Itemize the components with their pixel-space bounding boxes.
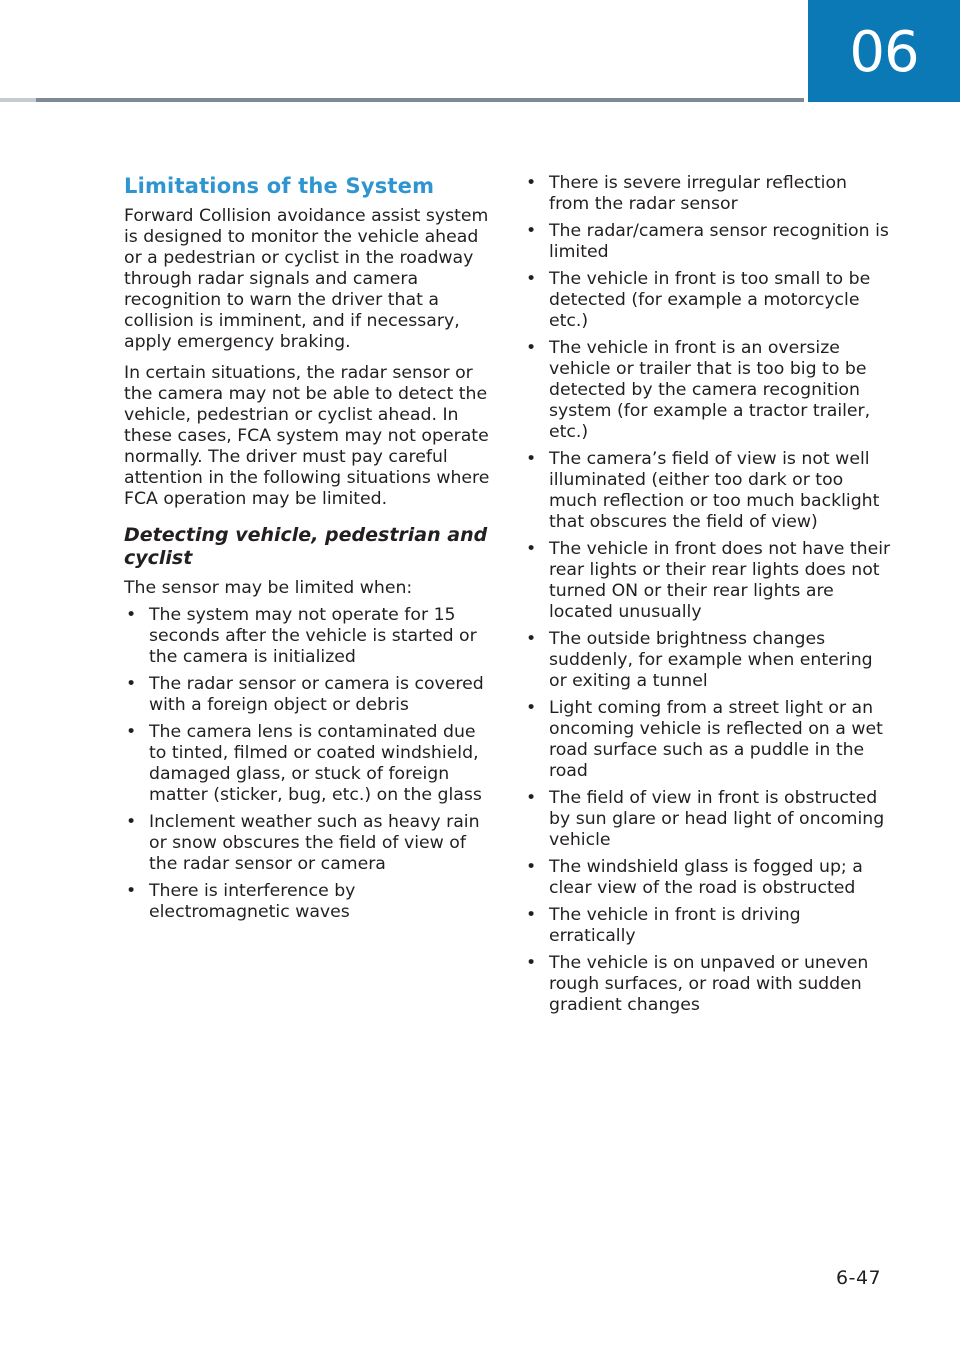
list-item	[524, 449, 892, 533]
list-item	[124, 881, 490, 923]
list-item-text: The camera lens is contaminated due to tinted, filmed or coated windshield, damaged glass, or stuck of foreign matter (sticker, bug, etc.) on the glass	[149, 722, 482, 805]
right-bullet-list	[524, 173, 892, 1016]
bullet-icon: •	[526, 698, 537, 718]
list-item	[124, 812, 490, 875]
page-number: 6-47	[836, 1267, 882, 1289]
bullet-icon: •	[526, 629, 537, 649]
list-item	[524, 629, 892, 692]
bullet-icon: •	[526, 449, 537, 469]
lead-text: The sensor may be limited when:	[124, 578, 413, 598]
bullet-icon: •	[526, 857, 537, 877]
section-title: Limitations of the System	[124, 174, 435, 198]
bullet-icon: •	[526, 221, 537, 241]
list-item-text: The field of view in front is obstructed by sun glare or head light of oncoming vehicle	[549, 788, 885, 850]
left-bullet-list	[124, 605, 490, 923]
list-item	[524, 173, 892, 215]
bullet-icon: •	[526, 338, 537, 358]
header-rule	[36, 98, 804, 102]
bullet-icon: •	[526, 788, 537, 808]
list-item	[124, 605, 490, 668]
bullet-icon: •	[526, 905, 537, 925]
right-column	[524, 173, 892, 1022]
chapter-tab: 06	[808, 0, 960, 102]
bullet-icon: •	[526, 953, 537, 973]
list-item-text: The vehicle in front is driving erratically	[549, 905, 801, 946]
list-item	[524, 221, 892, 263]
list-item	[524, 338, 892, 443]
bullet-icon: •	[126, 722, 137, 742]
list-item-text: Inclement weather such as heavy rain or snow obscures the field of view of the radar sensor or camera	[149, 812, 480, 874]
list-item	[524, 788, 892, 851]
bullet-icon: •	[126, 881, 137, 901]
list-item-text: The system may not operate for 15 seconds after the vehicle is started or the camera is initialized	[149, 605, 477, 667]
list-item	[524, 539, 892, 623]
list-item-text: The windshield glass is fogged up; a clear view of the road is obstructed	[549, 857, 863, 898]
list-item-text: The vehicle in front is too small to be detected (for example a motorcycle etc.)	[549, 269, 871, 331]
intro-paragraph: Forward Collision avoidance assist system is designed to monitor the vehicle ahead or a pedestrian or cyclist in the roadway through radar signals and camera recognition to warn the driver that a collision is imminent, and if necessary, apply emergency braking.	[124, 206, 489, 352]
list-item-text: The vehicle in front is an oversize vehicle or trailer that is too big to be detected by the camera recognition system (for example a tractor trailer, etc.)	[549, 338, 871, 442]
list-item-text: The radar/camera sensor recognition is limited	[549, 221, 889, 262]
list-item-text: The vehicle is on unpaved or uneven rough surfaces, or road with sudden gradient changes	[549, 953, 869, 1015]
subsection-title: Detecting vehicle, pedestrian and cyclist	[124, 524, 488, 569]
list-item-text: The outside brightness changes suddenly, for example when entering or exiting a tunnel	[549, 629, 873, 691]
bullet-icon: •	[526, 539, 537, 559]
list-item-text: Light coming from a street light or an oncoming vehicle is reflected on a wet road surface such as a puddle in the road	[549, 698, 883, 781]
list-item-text: The vehicle in front does not have their rear lights or their rear lights does not turned ON or their rear lights are located unusually	[549, 539, 891, 622]
list-item-text: The radar sensor or camera is covered with a foreign object or debris	[149, 674, 484, 715]
list-item	[524, 905, 892, 947]
bullet-icon: •	[526, 269, 537, 289]
list-item-text: There is interference by electromagnetic waves	[149, 881, 356, 922]
list-item	[524, 953, 892, 1016]
list-item	[524, 857, 892, 899]
bullet-icon: •	[126, 812, 137, 832]
left-column	[124, 170, 490, 929]
list-item	[524, 698, 892, 782]
bullet-icon: •	[126, 605, 137, 625]
list-item-text: There is severe irregular reflection from the radar sensor	[549, 173, 847, 214]
list-item	[124, 674, 490, 716]
bullet-icon: •	[526, 173, 537, 193]
limitation-paragraph: In certain situations, the radar sensor or the camera may not be able to detect the vehicle, pedestrian or cyclist ahead. In these cases, FCA system may not operate normally. The driver must pay careful attention in the following situations where FCA operation may be limited.	[124, 363, 490, 509]
list-item-text: The camera’s field of view is not well illuminated (either too dark or too much reflection or too much backlight that obscures the field of view)	[549, 449, 880, 532]
bullet-icon: •	[126, 674, 137, 694]
list-item	[524, 269, 892, 332]
list-item	[124, 722, 490, 806]
